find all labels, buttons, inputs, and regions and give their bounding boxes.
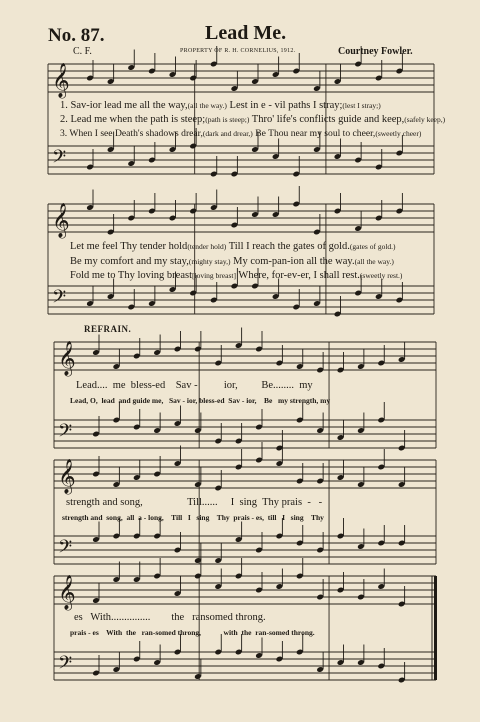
verse-3-line-1: 3. When I see Death's shadows drear,(dark and drear,) Be Thou near my soul to cheer,(sweetly cheer) — [60, 128, 422, 139]
svg-text:𝄞: 𝄞 — [58, 459, 76, 494]
refrain-label: REFRAIN. — [84, 324, 132, 334]
svg-text:𝄞: 𝄞 — [52, 203, 70, 238]
hymn-title: Lead Me. — [205, 22, 287, 44]
refrain-line-3-bass: prais - es With the ran-somed throng, with the ran-somed throng. — [70, 628, 315, 637]
svg-text:𝄢: 𝄢 — [58, 421, 73, 446]
svg-text:𝄢: 𝄢 — [52, 147, 67, 172]
refrain-line-2-bass: strength and song, all a - long, Till I sing Thy prais - es, till I sing Thy — [62, 513, 324, 522]
refrain-line-1-bass: Lead, O, lead and guide me, Sav - ior, bless-ed Sav - ior, Be my strength, my — [70, 396, 331, 405]
verse-3-line-2: Fold me to Thy loving breast[loving breast] Where, for-ev-er, I shall rest.(sweetly rest.) — [70, 270, 403, 281]
svg-text:𝄞: 𝄞 — [58, 341, 76, 376]
verse-1-line-1: 1. Sav-ior lead me all the way,(all the way.) Lest in e - vil paths I stray;(lest I stray;) — [60, 100, 381, 111]
svg-text:𝄞: 𝄞 — [52, 63, 70, 98]
verse-2-line-1: 2. Lead me when the path is steep;(path is steep;) Thro' life's conflicts guide and keep,(safely keep,) — [60, 114, 446, 125]
key-indicator: C. F. — [73, 46, 92, 57]
composer-name: Courtney Fowler. — [338, 46, 413, 57]
svg-text:𝄞: 𝄞 — [58, 575, 76, 610]
refrain-line-2-melody: strength and song, Till...... I sing Thy prais - - — [66, 497, 323, 508]
refrain-line-1-melody: Lead.... me bless-ed Sav - ior, Be........ my — [76, 380, 313, 391]
verse-1-line-2: Let me feel Thy tender hold(tender hold) Till I reach the gates of gold.(gates of gold.) — [70, 241, 396, 252]
svg-text:𝄢: 𝄢 — [52, 287, 67, 312]
svg-text:𝄢: 𝄢 — [58, 653, 73, 678]
refrain-line-3-melody: es With............... the ransomed throng. — [74, 612, 266, 623]
verse-2-line-2: Be my comfort and my stay,(mighty stay,) My com-pan-ion all the way.(all the way.) — [70, 256, 394, 267]
copyright-notice: PROPERTY OF R. H. CORNELIUS, 1912. — [180, 48, 296, 54]
svg-text:𝄢: 𝄢 — [58, 537, 73, 562]
hymn-number: No. 87. — [48, 25, 105, 46]
